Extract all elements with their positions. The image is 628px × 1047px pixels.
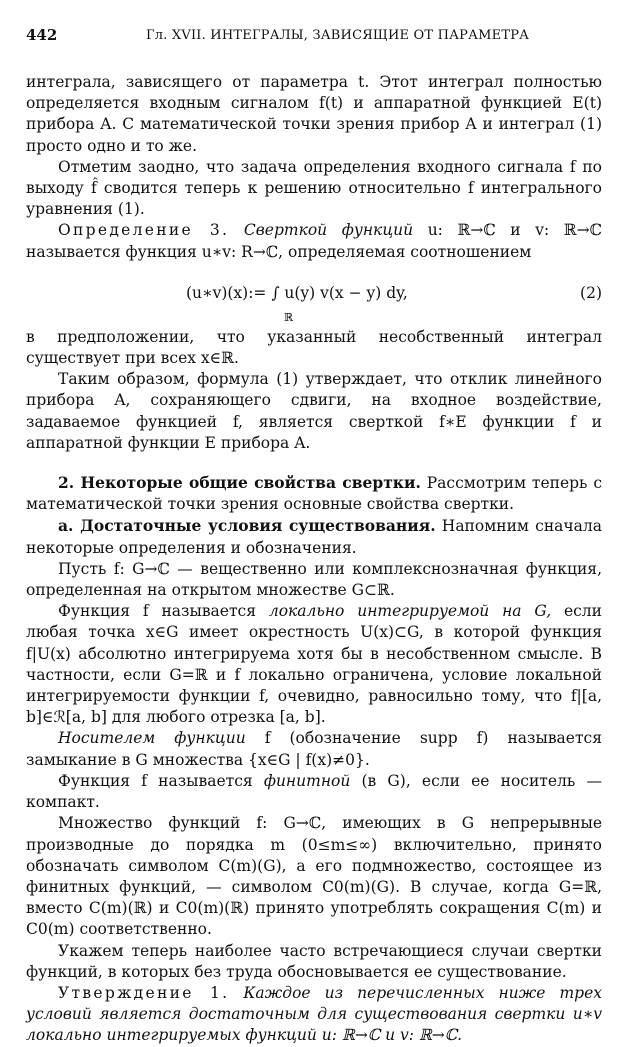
- running-head: Гл. XVII. ИНТЕГРАЛЫ, ЗАВИСЯЩИЕ ОТ ПАРАМЕТРА: [146, 28, 530, 43]
- statement-1: [26, 983, 602, 1047]
- page-number: 442: [26, 26, 58, 44]
- statement-text: Каждое из перечисленных ниже трех условий является достаточным для существования свертки u∗v локально интегрируемых функций u: ℝ→ℂ и v: ℝ→ℂ.: [26, 983, 602, 1045]
- paragraph-10: Укажем теперь наиболее часто встречающиеся случаи свертки функций, в которых без труда обосновывается ее существование.: [26, 941, 602, 981]
- subsection-title: а. Достаточные условия существования.: [58, 516, 436, 536]
- paragraph-4: Таким образом, формула (1) утверждает, что отклик линейного прибора A, сохраняющего сдвиги, на входное воздействие, задаваемое функцией f, является сверткой f∗E функции f и аппаратной функции E прибора A.: [26, 370, 602, 452]
- local-integrable-term: локально интегрируемой на G,: [268, 602, 552, 621]
- definition-lead: Определение 3.: [58, 221, 230, 240]
- integral-domain: ℝ: [284, 310, 294, 324]
- p6-text-a: Функция f называется: [58, 602, 257, 621]
- p8-text-a: Функция f называется: [58, 771, 253, 790]
- paragraph-2: Отметим заодно, что задача определения входного сигнала f по выходу f̂ сводится теперь к решению относительно f интегрального уравнения (1).: [26, 157, 602, 219]
- formula-2: [26, 271, 602, 324]
- book-page: [26, 22, 602, 1047]
- section-text: Рассмотрим теперь с математической точки зрения основные свойства свертки.: [26, 474, 603, 514]
- statement-lead: Утверждение 1.: [58, 983, 230, 1002]
- subsection-text: Напомним сначала некоторые определения и обозначения.: [26, 517, 602, 557]
- paragraph-8: [26, 771, 602, 813]
- page-body: [26, 72, 602, 1047]
- support-term: Носителем функции: [58, 729, 246, 748]
- definition-text: u: ℝ→ℂ и v: ℝ→ℂ называется функция u∗v: R→ℂ, определяемая соотношением: [26, 221, 602, 261]
- p7-text: f (обозначение supp f) называется замыкание в G множества {x∈G | f(x)≠0}.: [26, 729, 602, 769]
- definition-term: Сверткой функций: [243, 221, 414, 240]
- section-title: 2. Некоторые общие свойства свертки.: [58, 473, 421, 493]
- p6-text-b: если любая точка x∈G имеет окрестность U(x)⊂G, в которой функция f|U(x) абсолютно интегрируема хотя бы в несобственном смысле. В частности, если G=ℝ и f локально ограничена, условие локальной интегрируемости функции f, очевидно, равносильно тому, что f|[a, b]∈ℛ[a, b] для любого отрезка [a, b].: [26, 602, 602, 727]
- subsection-a: [26, 515, 602, 558]
- paragraph-3: в предположении, что указанный несобственный интеграл существует при всех x∈ℝ.: [26, 327, 602, 368]
- paragraph-6: [26, 601, 602, 728]
- equation-number: (2): [580, 283, 602, 302]
- p8-text-b: (в G), если ее носитель — компакт.: [26, 771, 602, 812]
- formula-expression: (u∗v)(x):= ∫ u(y) v(x − y) dy,: [186, 283, 408, 302]
- page-header: [26, 22, 602, 48]
- paragraph-1: интеграла, зависящего от параметра t. Этот интеграл полностью определяется входным сигналом f(t) и аппаратной функцией E(t) прибора A. С математической точки зрения прибор A и интеграл (1) просто одно и то же.: [26, 73, 602, 155]
- definition-3: [26, 220, 602, 262]
- section-2: [26, 472, 602, 515]
- finite-term: финитной: [263, 771, 351, 790]
- paragraph-9: Множество функций f: G→ℂ, имеющих в G непрерывные производные до порядка m (0≤m≤∞) включительно, принято обозначать символом C(m)(G), а его подмножество, состоящее из финитных функций, — символом C0(m)(G). В случае, когда G=ℝ, вместо C(m)(ℝ) и C0(m)(ℝ) принято употреблять сокращения C(m) и C0(m) соответственно.: [26, 814, 602, 939]
- paragraph-7: [26, 728, 602, 770]
- paragraph-5: Пусть f: G→ℂ — вещественно или комплекснозначная функция, определенная на открытом множестве G⊂ℝ.: [26, 559, 602, 600]
